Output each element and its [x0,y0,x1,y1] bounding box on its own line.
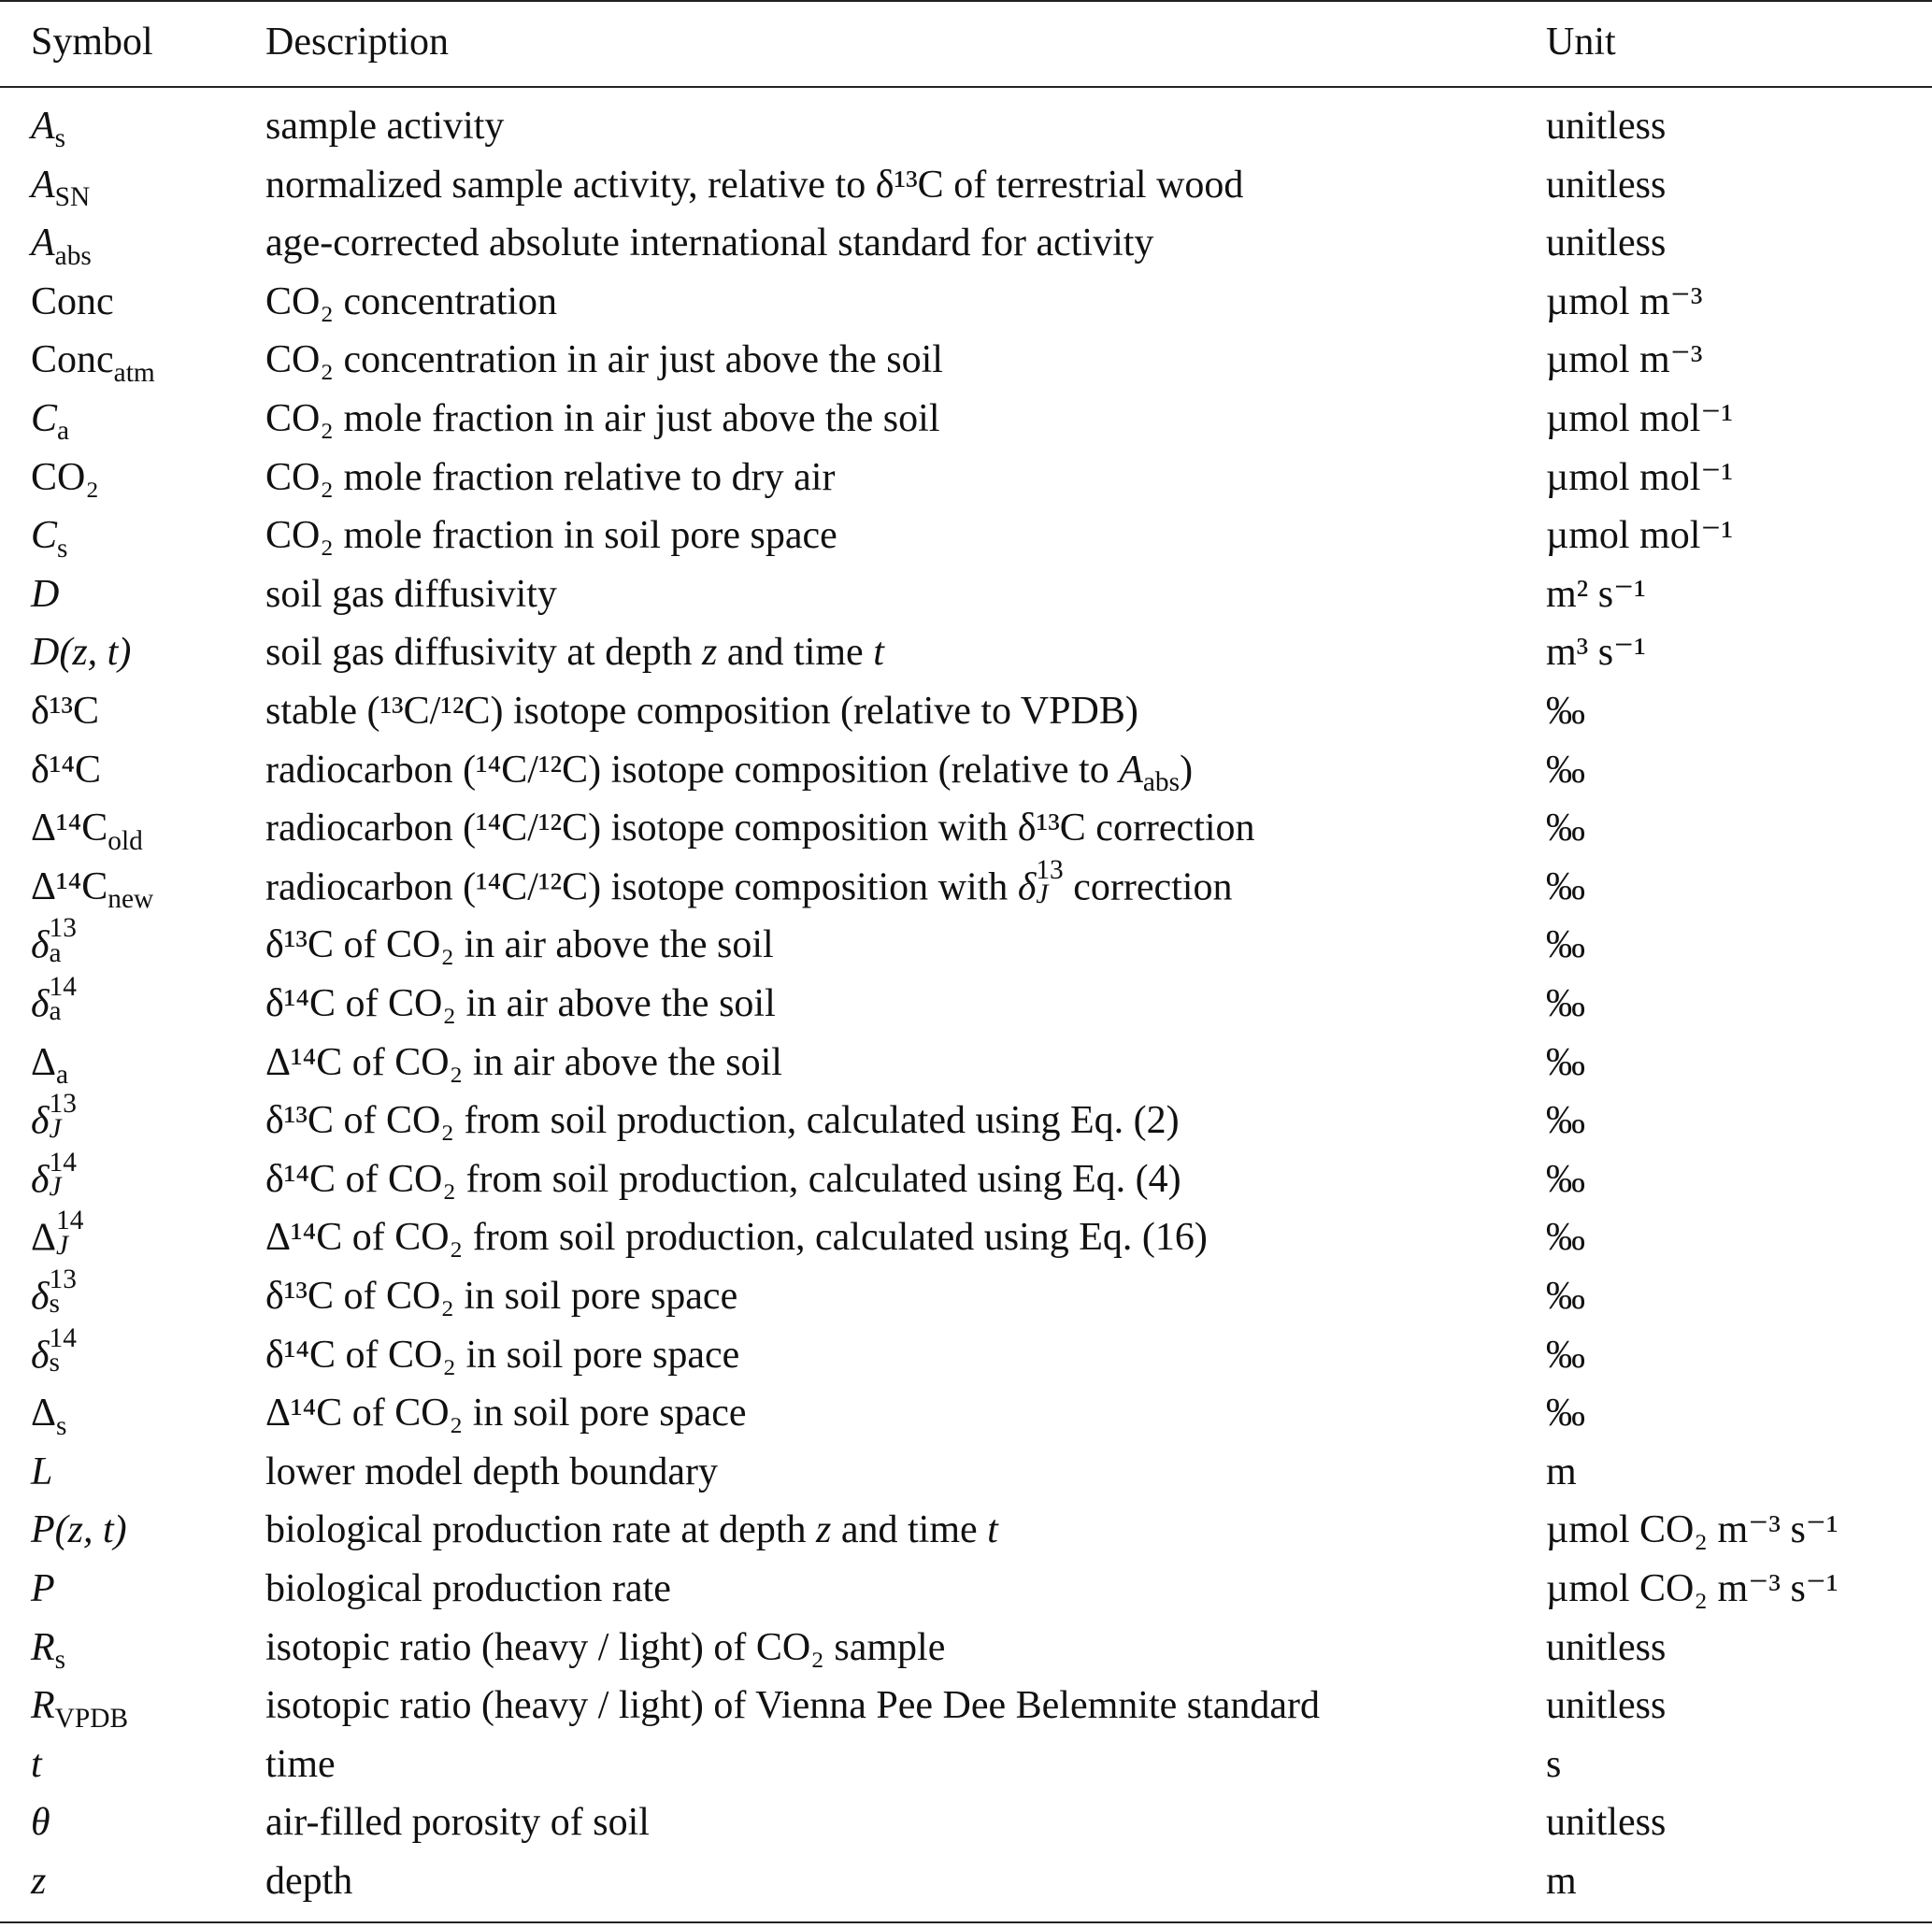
table-row [0,682,1932,742]
symbol-cell: δ 14 s [31,1322,77,1378]
table-row [0,1793,1932,1853]
unit-cell: unitless [1546,1625,1667,1669]
table-row [0,1147,1932,1210]
description-cell: δ¹³C of CO₂ in soil pore space [265,1275,738,1318]
table-row [0,390,1932,450]
table-row [0,1322,1932,1386]
table-row [0,799,1932,859]
header-description: Description [265,21,449,64]
symbol-cell: $\Delta_a$ [31,1040,69,1090]
unit-cell: unitless [1546,105,1667,148]
unit-cell: m [1546,1450,1577,1493]
symbol-cell: δ 13 a [31,913,77,968]
table-row [0,156,1932,216]
table-row [0,214,1932,274]
symbol-cell: Δ 14 J [31,1206,84,1261]
unit-cell: µmol mol⁻¹ [1546,455,1734,499]
description-cell: δ¹³C of CO₂ in air above the soil [265,923,774,967]
table-row [0,507,1932,566]
symbol-cell: δ 13 J [31,1089,77,1144]
table-row [0,449,1932,508]
symbol-cell: Conc [31,279,114,323]
unit-cell: µmol m⁻³ [1546,279,1703,323]
unit-cell: ‰ [1546,864,1585,908]
unit-cell: µmol CO₂ m⁻³ s⁻¹ [1546,1567,1839,1610]
description-cell: age-corrected absolute international standard for activity [265,221,1154,265]
unit-cell: unitless [1546,163,1667,207]
unit-cell: unitless [1546,1801,1667,1845]
unit-cell: ‰ [1546,1333,1585,1377]
description-cell: CO₂ concentration in air just above the soil [265,338,943,382]
unit-cell: ‰ [1546,1392,1585,1435]
table-row [0,623,1932,683]
symbol-cell: δ¹⁴C [31,748,102,792]
description-cell: δ¹⁴C of CO₂ from soil production, calculated using Eq. (4) [265,1157,1181,1201]
table-row [0,972,1932,1035]
table-row [0,1852,1932,1912]
unit-cell: ‰ [1546,1216,1585,1260]
description-cell: depth [265,1860,353,1903]
symbol-cell: θ [31,1801,50,1845]
unit-cell: ‰ [1546,1157,1585,1201]
symbol-cell: $A_{abs}$ [31,221,92,271]
table-row [0,331,1932,391]
description-cell: δ¹⁴C of CO₂ in air above the soil [265,982,776,1025]
unit-cell: ‰ [1546,923,1585,967]
description-cell: soil gas diffusivity at depth z and time t [265,631,884,675]
unit-cell: ‰ [1546,1099,1585,1143]
unit-cell: µmol m⁻³ [1546,338,1703,382]
description-cell: Δ¹⁴C of CO₂ in soil pore space [265,1392,747,1435]
symbol-cell: δ 14 a [31,972,77,1027]
description-cell: isotopic ratio (heavy / light) of CO₂ sample [265,1625,946,1669]
symbol-cell: t [31,1742,42,1786]
symbol-cell: $\Delta^{14}C_{new}$ [31,864,154,915]
description-cell: lower model depth boundary [265,1450,719,1493]
description-cell: Δ¹⁴C of CO₂ in air above the soil [265,1040,782,1084]
description-cell: CO₂ mole fraction in air just above the soil [265,397,940,440]
symbol-cell: CO₂ [31,455,99,499]
description-cell: Δ¹⁴C of CO₂ from soil production, calculated using Eq. (16) [265,1216,1208,1260]
table-row [0,273,1932,333]
description-cell: soil gas diffusivity [265,572,557,616]
symbol-cell: D [31,572,60,616]
description-cell: sample activity [265,105,505,148]
description-cell: normalized sample activity, relative to δ¹³C of terrestrial wood [265,163,1244,207]
unit-cell: µmol mol⁻¹ [1546,514,1734,558]
symbol-cell: $A_s$ [31,105,66,154]
table-row [0,565,1932,625]
unit-cell: m [1546,1860,1577,1903]
symbol-cell: δ 13 s [31,1264,77,1320]
table-row [0,741,1932,801]
description-cell: δ¹⁴C of CO₂ in soil pore space [265,1333,740,1377]
table-bottom-rule [0,1921,1932,1923]
symbol-cell: $\Delta^{14}C_{old}$ [31,807,143,856]
description-cell: biological production rate at depth z and time t [265,1508,998,1552]
table-row [0,913,1932,976]
symbol-cell: $C_s$ [31,514,68,564]
table-row [0,1501,1932,1561]
unit-cell: ‰ [1546,1275,1585,1318]
table-header-row [0,11,1932,73]
description-cell: CO₂ mole fraction in soil pore space [265,514,837,558]
table-row [0,1089,1932,1151]
unit-cell: ‰ [1546,748,1585,792]
unit-cell: µmol mol⁻¹ [1546,397,1734,440]
description-cell: stable (¹³C/¹²C) isotope composition (relative to VPDB) [265,690,1138,733]
table-row [0,1677,1932,1736]
table-row [0,1443,1932,1503]
description-cell: radiocarbon (¹⁴C/¹²C) isotope composition (relative to $A_{abs}$) [265,748,1194,797]
unit-cell: ‰ [1546,807,1585,850]
unit-cell: unitless [1546,221,1667,265]
symbol-cell: $A_{SN}$ [31,163,91,212]
unit-cell: m² s⁻¹ [1546,572,1646,616]
description-cell: isotopic ratio (heavy / light) of Vienna Pee Dee Belemnite standard [265,1684,1321,1728]
symbol-cell: δ 14 J [31,1147,77,1203]
table-row [0,1619,1932,1678]
table-header-rule [0,86,1932,88]
table-row [0,1208,1932,1268]
table-row [0,1384,1932,1444]
table-row [0,97,1932,157]
table-row [0,854,1932,918]
symbol-cell: P(z, t) [31,1508,127,1552]
symbol-cell: $C_a$ [31,397,70,447]
table-row [0,1034,1932,1093]
symbol-cell: δ¹³C [31,690,99,733]
symbol-cell: $R_s$ [31,1625,66,1675]
symbol-cell: z [31,1860,47,1903]
unit-cell: ‰ [1546,982,1585,1025]
unit-cell: µmol CO₂ m⁻³ s⁻¹ [1546,1508,1839,1552]
unit-cell: ‰ [1546,690,1585,733]
header-unit: Unit [1546,21,1616,64]
symbol-cell: Conc$_{atm}$ [31,338,155,388]
symbol-cell: $R_{VPDB}$ [31,1684,129,1734]
table-row [0,1264,1932,1327]
description-cell: radiocarbon (¹⁴C/¹²C) isotope composition with δ¹³C correction [265,807,1255,850]
unit-cell: m³ s⁻¹ [1546,631,1646,675]
unit-cell: s [1546,1742,1562,1786]
description-cell: CO₂ concentration [265,279,558,323]
description-cell: time [265,1742,336,1786]
description-cell: biological production rate [265,1567,671,1610]
table-top-rule [0,0,1932,2]
symbol-cell: $\Delta_s$ [31,1392,67,1441]
symbol-cell: D(z, t) [31,631,132,675]
unit-cell: unitless [1546,1684,1667,1728]
description-cell: air-filled porosity of soil [265,1801,650,1845]
table-row [0,1735,1932,1795]
table-row [0,1560,1932,1620]
header-symbol: Symbol [31,21,153,64]
symbol-cell: P [31,1567,55,1610]
symbol-cell: L [31,1450,53,1493]
unit-cell: ‰ [1546,1040,1585,1084]
description-cell: δ¹³C of CO₂ from soil production, calculated using Eq. (2) [265,1099,1180,1143]
description-cell: CO₂ mole fraction relative to dry air [265,455,836,499]
description-cell: radiocarbon (¹⁴C/¹²C) isotope composition with δ 13 J correction [265,854,1233,910]
